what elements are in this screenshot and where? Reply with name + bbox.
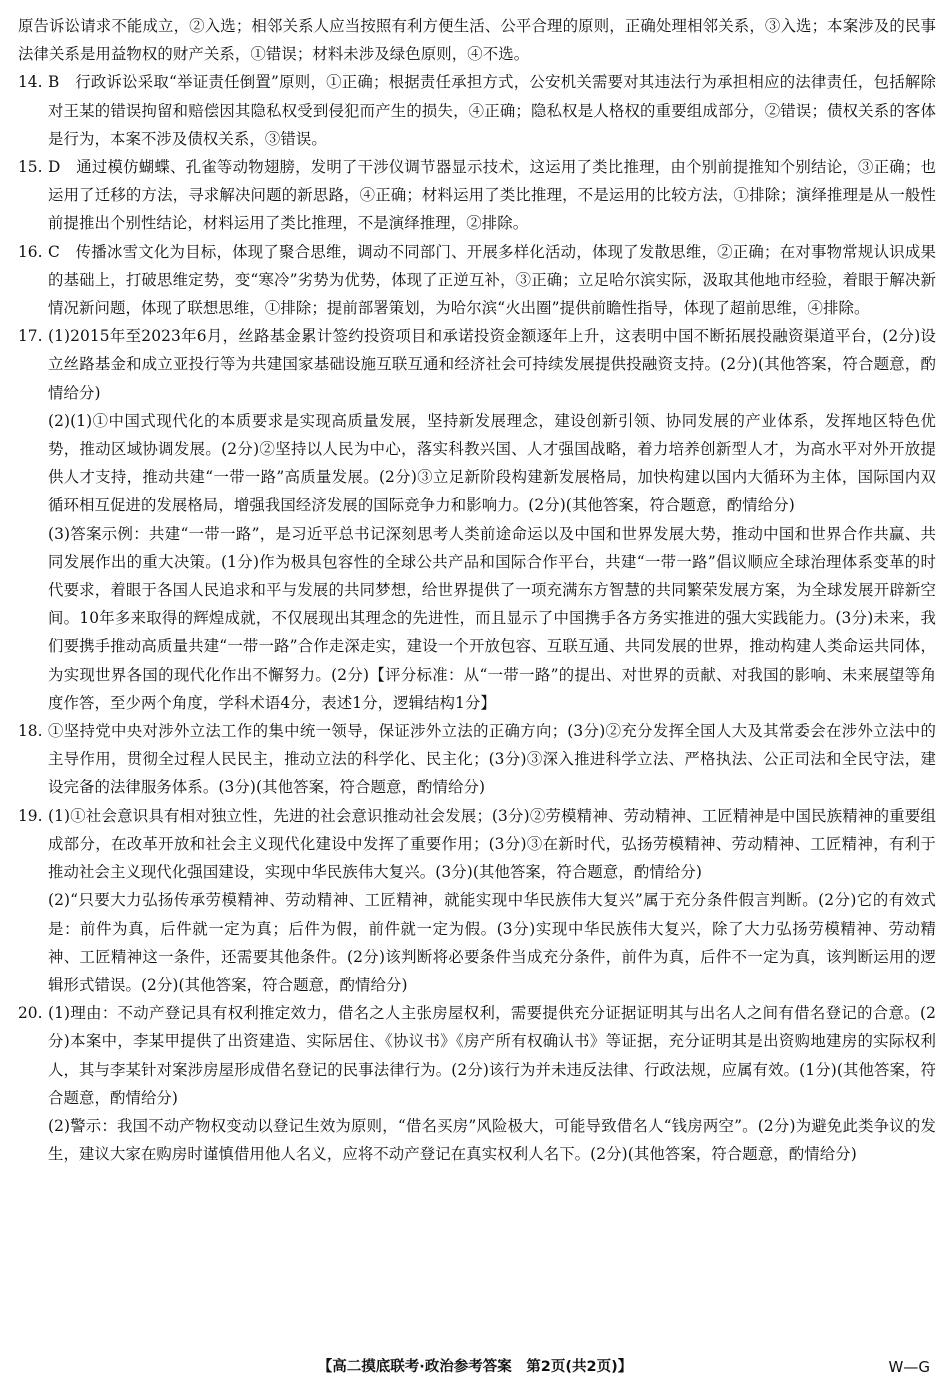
answer-paragraph bbox=[18, 407, 936, 520]
answer-text: (2)“只要大力弘扬传承劳模精神、劳动精神、工匠精神，就能实现中华民族伟大复兴”属于充分条件假言判断。(2分)它的有效式是：前件为真，后件就一定为真；后件为假，前件就一定为假。(3分)实现中华民族伟大复兴，除了大力弘扬劳模精神、劳动精神、工匠精神这一条件，还需要其他条件。(2分)该判断将必要条件当成充分条件，前件为真，后件不一定为真，该判断运用的逻辑形式错误。(2分)(其他答案，符合题意，酌情给分) bbox=[48, 891, 936, 994]
question-number: 16. bbox=[18, 242, 43, 261]
question-number: 19. bbox=[18, 806, 43, 825]
answer-text: (1)理由：不动产登记具有权利推定效力，借名之人主张房屋权利，需要提供充分证据证明其与出名人之间有借名登记的合意。(2分)本案中，李某甲提供了出资建造、实际居住、《协议书》《房产所有权确认书》等证据，充分证明其是出资购地建房的实际权利人，其与李某针对案涉房屋形成借名登记的民事法律行为。(2分)该行为并未违反法律、行政法规，应属有效。(1分)(其他答案，符合题意，酌情给分) bbox=[48, 1004, 936, 1107]
answer-paragraph bbox=[18, 238, 936, 323]
answer-paragraph bbox=[18, 68, 936, 153]
answer-paragraph bbox=[18, 717, 936, 802]
page-footer bbox=[0, 1352, 950, 1382]
answer-paragraph bbox=[18, 999, 936, 1112]
answer-paragraph bbox=[18, 886, 936, 999]
question-number: 18. bbox=[18, 722, 43, 741]
answer-paragraph bbox=[18, 153, 936, 238]
answer-paragraph bbox=[18, 12, 936, 68]
footer-code: W—G bbox=[888, 1358, 930, 1376]
question-number: 15. bbox=[18, 158, 43, 177]
answer-text: 原告诉讼请求不能成立，②入选；相邻关系人应当按照有利方便生活、公平合理的原则，正确处理相邻关系，③入选；本案涉及的民事法律关系是用益物权的财产关系，①错误；材料未涉及绿色原则，④不选。 bbox=[18, 17, 936, 64]
answer-paragraph bbox=[18, 1112, 936, 1168]
answer-text: (1)2015年至2023年6月，丝路基金累计签约投资项目和承诺投资金额逐年上升，这表明中国不断拓展投融资渠道平台，(2分)设立丝路基金和成立亚投行等为共建国家基础设施互联互通和经济社会可持续发展提供投融资支持。(2分)(其他答案，符合题意，酌情给分) bbox=[48, 327, 936, 402]
answer-paragraph bbox=[18, 322, 936, 407]
question-number: 20. bbox=[18, 1004, 43, 1023]
answer-text: (2)警示：我国不动产物权变动以登记生效为原则，“借名买房”风险极大，可能导致借名人“钱房两空”。(2分)为避免此类争议的发生，建议大家在购房时谨慎借用他人名义，应将不动产登记在真实权利人名下。(2分)(其他答案，符合题意，酌情给分) bbox=[48, 1116, 936, 1164]
question-number: 14. bbox=[18, 73, 43, 92]
answer-text: C 传播冰雪文化为目标，体现了聚合思维，调动不同部门、开展多样化活动，体现了发散思维，②正确；在对事物常规认识成果的基础上，打破思维定势，变“寒冷”劣势为优势，体现了正逆互补，③正确；立足哈尔滨实际，汲取其他地市经验，着眼于解决新情况新问题，体现了联想思维，①排除；提前部署策划，为哈尔滨“火出圈”提供前瞻性指导，体现了超前思维，④排除。 bbox=[48, 242, 936, 318]
answer-text: (2)(1)①中国式现代化的本质要求是实现高质量发展，坚持新发展理念，建设创新引领、协同发展的产业体系，发挥地区特色优势，推动区域协调发展。(2分)②坚持以人民为中心，落实科教兴国、人才强国战略，着力培养创新型人才，为高水平对外开放提供人才支持，推动共建“一带一路”高质量发展。(2分)③立足新阶段构建新发展格局，加快构建以国内大循环为主体，国际国内双循环相互促进的发展格局，增强我国经济发展的国际竞争力和影响力。(2分)(其他答案，符合题意，酌情给分) bbox=[48, 411, 936, 515]
answer-paragraph bbox=[18, 520, 936, 717]
answer-text: ①坚持党中央对涉外立法工作的集中统一领导，保证涉外立法的正确方向；(3分)②充分发挥全国人大及其常委会在涉外立法中的主导作用，贯彻全过程人民民主，推动立法的科学化、民主化；(3分)③深入推进科学立法、严格执法、公正司法和全民守法，建设完备的法律服务体系。(3分)(其他答案，符合题意，酌情给分) bbox=[48, 722, 936, 797]
footer-title: 【高二摸底联考·政治参考答案 第2页(共2页)】 bbox=[317, 1359, 633, 1375]
answer-text: (3)答案示例：共建“一带一路”，是习近平总书记深刻思考人类前途命运以及中国和世界发展大势，推动中国和世界合作共赢、共同发展作出的重大决策。(1分)作为极具包容性的全球公共产品和国际合作平台，共建“一带一路”倡议顺应全球治理体系变革的时代要求，着眼于各国人民追求和平与发展的共同梦想，给世界提供了一项充满东方智慧的共同繁荣发展方案，为全球发展开辟新空间。10年多来取得的辉煌成就，不仅展现出其理念的先进性，而且显示了中国携手各方务实推进的强大实践能力。(3分)未来，我们要携手推动高质量共建“一带一路”合作走深走实，建设一个开放包容、互联互通、共同发展的世界，推动构建人类命运共同体，为实现世界各国的现代化作出不懈努力。(2分)【评分标准：从“一带一路”的提出、对世界的贡献、对我国的影响、未来展望等角度作答，至少两个角度，学科术语4分，表述1分，逻辑结构1分】 bbox=[48, 524, 936, 712]
answer-paragraph bbox=[18, 802, 936, 887]
answer-text: B 行政诉讼采取“举证责任倒置”原则，①正确；根据责任承担方式，公安机关需要对其违法行为承担相应的法律责任，包括解除对王某的错误拘留和赔偿因其隐私权受到侵犯而产生的损失，④正确；隐私权是人格权的重要组成部分，②错误；债权关系的客体是行为，本案不涉及债权关系，③错误。 bbox=[48, 73, 936, 148]
answer-text: (1)①社会意识具有相对独立性，先进的社会意识推动社会发展；(3分)②劳模精神、劳动精神、工匠精神是中国民族精神的重要组成部分，在改革开放和社会主义现代化建设中发挥了重要作用；(3分)③在新时代，弘扬劳模精神、劳动精神、工匠精神，有利于推动社会主义现代化强国建设，实现中华民族伟大复兴。(3分)(其他答案，符合题意，酌情给分) bbox=[48, 806, 936, 882]
question-number: 17. bbox=[18, 327, 43, 346]
answer-content bbox=[18, 12, 936, 1168]
answer-text: D 通过模仿蝴蝶、孔雀等动物翅膀，发明了干涉仪调节器显示技术，这运用了类比推理，由个别前提推知个别结论，③正确；也运用了迁移的方法，寻求解决问题的新思路，④正确；材料运用了类比推理，不是运用的比较方法，①排除；演绎推理是从一般性前提推出个别性结论，材料运用了类比推理，不是演绎推理，②排除。 bbox=[48, 158, 936, 233]
